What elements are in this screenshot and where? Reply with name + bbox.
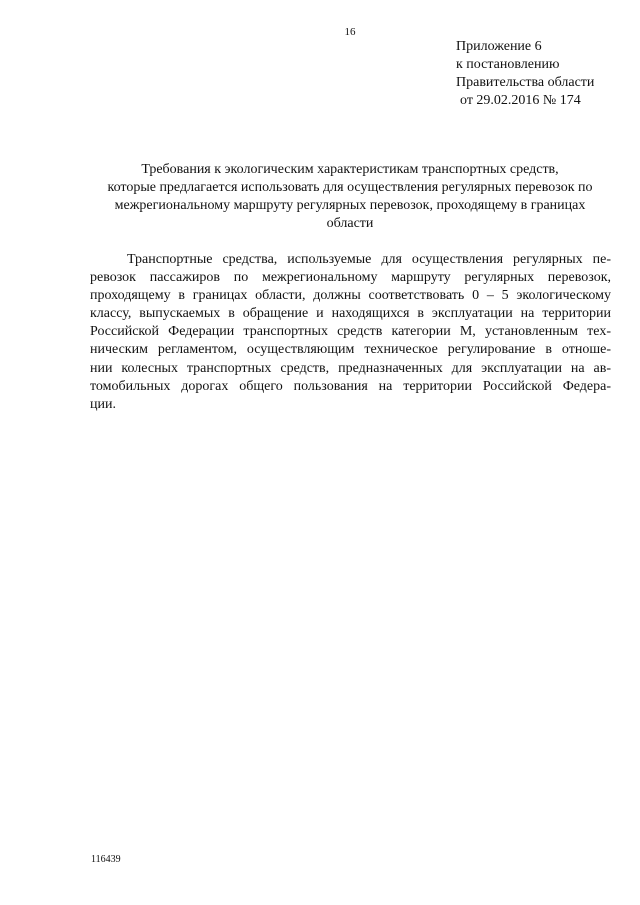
paragraph-line: томобильных дорогах общего пользования на территории Российской Федера- — [90, 378, 611, 394]
appendix-header — [456, 38, 594, 110]
appendix-line: Правительства области — [456, 75, 595, 90]
paragraph-line: проходящему в границах области, должны соответствовать 0 – 5 экологическому — [90, 288, 611, 304]
title-line: которые предлагается использовать для осуществления регулярных перевозок по — [107, 180, 593, 195]
appendix-line: Приложение 6 — [456, 39, 542, 54]
document-code: 116439 — [91, 854, 121, 865]
paragraph-line: Российской Федерации транспортных средств категории М, установленным тех- — [90, 324, 611, 340]
body-paragraph — [90, 251, 611, 414]
title-line: Требования к экологическим характеристикам транспортных средств, — [141, 162, 559, 177]
paragraph-line: ции. — [90, 396, 116, 412]
title-line: межрегиональному маршруту регулярных перевозок, проходящему в границах — [114, 198, 586, 213]
paragraph-line: ническим регламентом, осуществляющим техническое регулирование в отноше- — [90, 342, 611, 358]
paragraph-line: классу, выпускаемых в обращение и находящихся в эксплуатации на территории — [90, 306, 611, 322]
paragraph-line: ревозок пассажиров по межрегиональному маршруту регулярных перевозок, — [90, 270, 611, 286]
appendix-line: от 29.02.2016 № 174 — [460, 93, 581, 108]
paragraph-line: нии колесных транспортных средств, предназначенных для эксплуатации на ав- — [90, 360, 611, 376]
paragraph-line: Транспортные средства, используемые для осуществления регулярных пе- — [127, 252, 611, 267]
appendix-line: к постановлению — [456, 57, 560, 72]
document-title — [70, 161, 630, 233]
title-line: области — [326, 216, 374, 231]
page-number: 16 — [344, 26, 356, 38]
